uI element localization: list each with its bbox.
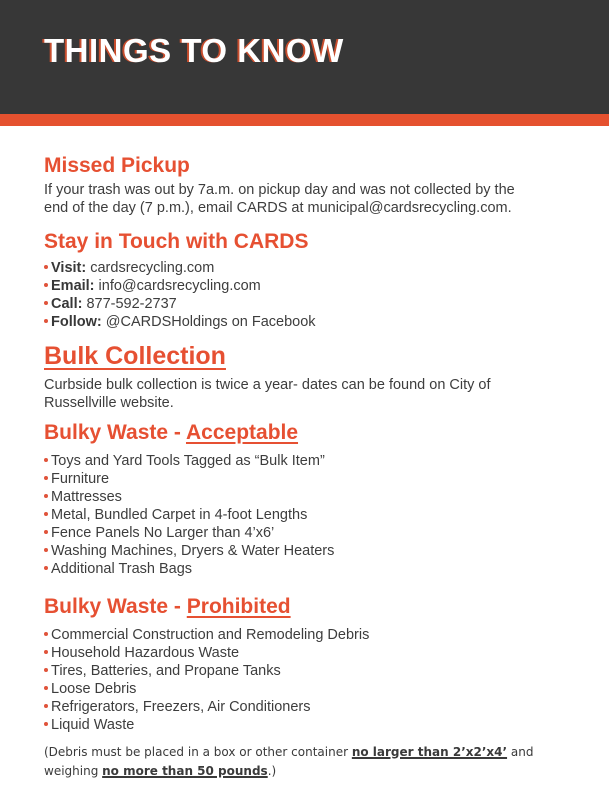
list-item: Tires, Batteries, and Propane Tanks: [44, 662, 539, 680]
contact-list: [44, 259, 539, 331]
bulky-acceptable-heading-highlight: Acceptable: [185, 421, 299, 444]
debris-note: [44, 743, 565, 781]
list-item: Commercial Construction and Remodeling Debris: [44, 626, 539, 644]
bullet-icon: [44, 319, 48, 323]
bulk-collection-heading: Bulk Collection: [44, 342, 226, 370]
note-emphasis: no more than 50 pounds: [102, 764, 268, 778]
prohibited-list: [44, 626, 539, 734]
bullet-icon: [44, 548, 48, 552]
bullet-icon: [44, 494, 48, 498]
note-text: and weighing: [44, 745, 534, 778]
bullet-icon: [44, 265, 48, 269]
list-item: Call: 877-592-2737: [44, 295, 539, 313]
section-stay-in-touch: [44, 229, 539, 331]
missed-pickup-body: If your trash was out by 7a.m. on pickup day and was not collected by the end of the day (7 p.m.), email CARDS at municipal@cardsrecycling.com.: [44, 182, 515, 216]
list-item: Furniture: [44, 470, 539, 488]
stay-in-touch-heading: Stay in Touch with CARDS: [44, 230, 309, 253]
bullet-icon: [44, 530, 48, 534]
bullet-icon: [44, 668, 48, 672]
note-text: .): [267, 764, 277, 778]
section-bulky-prohibited: [44, 594, 539, 734]
list-item: Fence Panels No Larger than 4’x6’: [44, 524, 539, 542]
list-item-label: Visit:: [51, 260, 87, 276]
list-item: Additional Trash Bags: [44, 560, 539, 578]
bullet-icon: [44, 704, 48, 708]
list-item: Email: info@cardsrecycling.com: [44, 277, 539, 295]
page-title: THINGS TO KNOW: [44, 32, 344, 69]
list-item: Liquid Waste: [44, 716, 539, 734]
accent-bar: [0, 114, 609, 126]
list-item: Visit: cardsrecycling.com: [44, 259, 539, 277]
bullet-icon: [44, 686, 48, 690]
missed-pickup-heading: Missed Pickup: [44, 154, 190, 177]
list-item-label: Email:: [51, 278, 95, 294]
bulky-acceptable-heading: [44, 420, 539, 446]
list-item: Household Hazardous Waste: [44, 644, 539, 662]
section-missed-pickup: [44, 153, 539, 217]
bullet-icon: [44, 512, 48, 516]
list-item: Follow: @CARDSHoldings on Facebook: [44, 313, 539, 331]
note-emphasis: no larger than 2’x2’x4’: [351, 745, 508, 759]
bulky-prohibited-heading: [44, 594, 539, 620]
bullet-icon: [44, 650, 48, 654]
section-bulk-collection: [44, 341, 539, 412]
bullet-icon: [44, 566, 48, 570]
list-item: Washing Machines, Dryers & Water Heaters: [44, 542, 539, 560]
list-item: Metal, Bundled Carpet in 4-foot Lengths: [44, 506, 539, 524]
page-header: [0, 0, 609, 114]
bullet-icon: [44, 476, 48, 480]
bulky-acceptable-heading-prefix: Bulky Waste -: [44, 421, 186, 444]
bulky-prohibited-heading-prefix: Bulky Waste -: [44, 595, 187, 618]
content: [0, 153, 609, 781]
bullet-icon: [44, 722, 48, 726]
list-item-label: Follow:: [51, 314, 102, 330]
list-item-label: Call:: [51, 296, 83, 312]
bullet-icon: [44, 632, 48, 636]
list-item: Loose Debris: [44, 680, 539, 698]
section-bulky-acceptable: [44, 420, 539, 578]
bullet-icon: [44, 301, 48, 305]
bullet-icon: [44, 283, 48, 287]
list-item: Refrigerators, Freezers, Air Conditioners: [44, 698, 539, 716]
list-item: Mattresses: [44, 488, 539, 506]
bulk-collection-body: Curbside bulk collection is twice a year- dates can be found on City of Russellville website.: [44, 377, 491, 411]
bulky-prohibited-heading-highlight: Prohibited: [186, 595, 291, 618]
bullet-icon: [44, 458, 48, 462]
list-item: Toys and Yard Tools Tagged as “Bulk Item”: [44, 452, 539, 470]
note-text: (Debris must be placed in a box or other container: [44, 745, 352, 759]
acceptable-list: [44, 452, 539, 578]
